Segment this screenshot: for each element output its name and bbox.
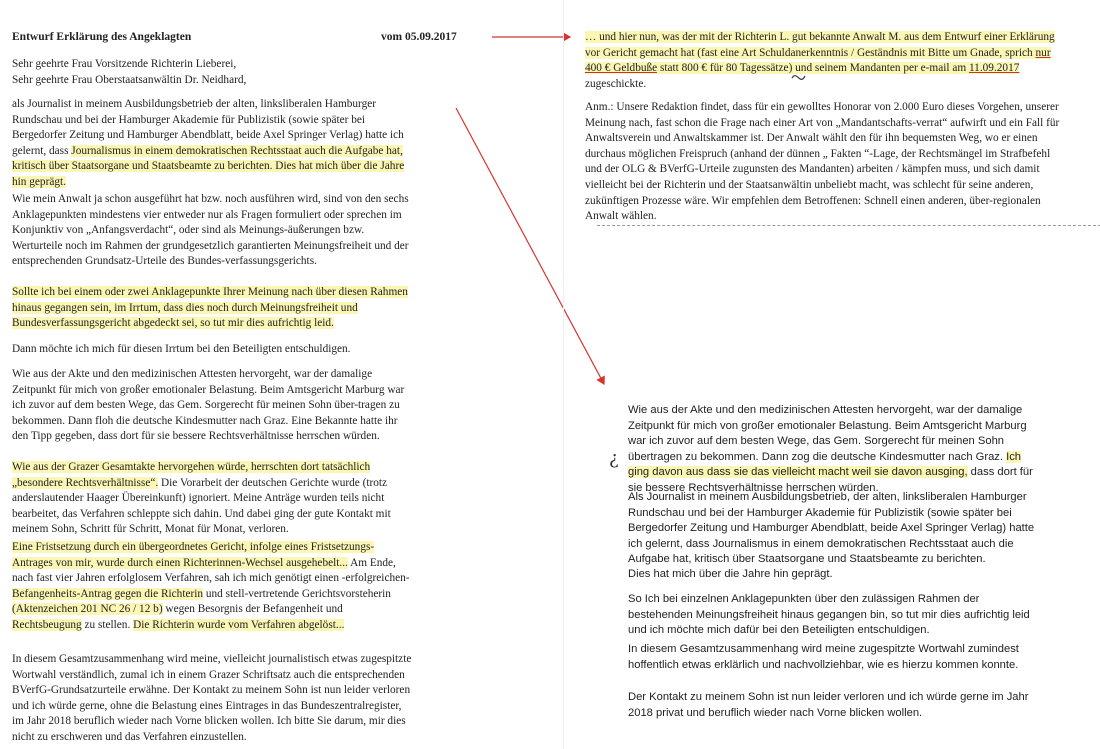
question-mark: ¿ (609, 448, 619, 469)
paragraph-journalist (12, 97, 414, 191)
paragraph-apology: Dann möchte ich mich für diesen Irrtum bei den Beteiligten entschuldigen. (12, 343, 351, 355)
p7-highlight-a: Eine Fristsetzung durch ein übergeordnetes Gericht, infolge eines Fristsetzungs-Antrages von mir, wurde durch einen Richterinnen-Wechsel ausgehebelt... (12, 541, 375, 569)
lawyer-paragraph-journalist: Als Journalist in meinem Ausbildungsbetrieb, der alten, linksliberalen Hamburger Rundschau und bei der Hamburger Akademie für Publizistik (sowie später bei Bergedorfer Zeitung und Hamburger Abendblatt, beide Axel Springer Verlag) hatte ich gelernt, dass Journalismus in einem demokratischen Rechtsstaat auch die Aufgabe hat, kritisch über Staatsorgane und Staatsbeamte zu berichten. (628, 491, 1035, 565)
document-title: Entwurf Erklärung des Angeklagten (12, 31, 192, 43)
p7-highlight-g: Rechtsbeugung (12, 618, 82, 631)
p7-text-d: und stell-vertretende Gerichtsvorsteherin (203, 587, 391, 600)
intro-highlight-a: … und hier nun, was der mit der Richterin L. gut bekannte Anwalt M. aus dem Entwurf einer Erklärung vor Gericht gemacht hat (fast eine Art Schuldanerkenntnis / Geständnis mit Bitte um Gnade, sprich (585, 31, 1055, 59)
p7-highlight-c: Befangenheits-Antrag gegen die Richterin (12, 587, 204, 600)
p7-highlight-i: Die Richterin wurde vom Verfahren abgelöst... (133, 618, 345, 631)
paragraph-graz (12, 460, 410, 538)
p1-highlight: Journalismus in einem demokratischen Rechtsstaat auch die Aufgabe hat, kritisch über Staatsorgane und Staatsbeamte zu berichten. Dies hat mich über die Jahre hin geprägt. (12, 144, 405, 188)
lawyer-paragraph-medical (628, 403, 1040, 496)
page-divider (563, 0, 564, 749)
p1-text: als Journalist in meinem Ausbildungsbetrieb der alten, linksliberalen Hamburger Rundschau und bei der Hamburger Akademie für Publizistik (sowie später bei Bergedorfer Zeitung und Hamburger Abendblatt, beide Axel Springer Verlag) hatte ich gelernt, dass (12, 98, 404, 157)
paragraph-apology-condition (12, 285, 412, 332)
paragraph-charges: Wie mein Anwalt ja schon ausgeführt hat bzw. noch ausführen wird, sind von den sechs Anklagepunkten mindestens vier entweder nur als Fragen formuliert oder sprechen im Konjunktiv von „Anfangsverdacht“, oder sind als Meinungs-äußerungen bzw. Werturteile noch im Rahmen der grundgesetzlich garantierten Meinungsfreiheit und der entsprechenden Grundsatz-Urteile des Bundes-verfassungsgerichts. (12, 193, 409, 268)
lawyer-paragraph-contact: Der Kontakt zu meinem Sohn ist nun leider verloren und ich würde gerne im Jahr 2018 privat und beruflich wieder nach Vorne blicken wollen. (628, 691, 1029, 719)
lawyer-version-page (565, 0, 1100, 749)
lawyer-paragraph-apology: So Ich bei einzelnen Anklagepunkten über den zulässigen Rahmen der bestehenden Meinungsfreiheit hinaus gegangen bin, so tut mir dies aufrichtig leid und ich möchte mich dafür bei den Beteiligten entschuldigen. (628, 593, 1030, 636)
salutation (12, 57, 452, 88)
editorial-note: Anm.: Unsere Redaktion findet, dass für ein gewolltes Honorar von 2.000 Euro dieses Vorgehen, unserer Meinung nach, fast schon die Frage nach einer Art von „Mandantschafts-verrat“ aufwirft und ein Fall für Anwaltsverein und Anwaltskammer ist. Der Anwalt wählt den für ihn bequemsten Weg, wo er einen durchaus möglichen Freispruch (anhand der dünnen „ Fakten “-Lage, der Rechtsmängel im Strafbefehl und der OLG & BVerfG-Urteile zugunsten des Mandanten) arbeiten / kämpfen muss, und sich damit vielleicht bei der Richterin und der Staatsanwältin unbeliebt macht, was schlecht für seine anderen, zukünftigen Prozesse wäre. Wir empfehlen dem Betroffenen: Schnell einen anderen, über-regionalen Anwalt wählen. (585, 101, 1060, 223)
salutation-prosecutor: Sehr geehrte Frau Oberstaatsanwältin Dr. Neidhard, (12, 73, 247, 86)
intro-fine-amount: nur 400 € Geldbuße (585, 46, 1051, 75)
lawyer-paragraph-wording: In diesem Gesamtzusammenhang wird meine zugespitzte Wortwahl zumindest hoffentlich etwas erklärlich und nachvollziehbar, wie es hierzu kommen konnte. (628, 643, 1019, 671)
document-date: vom 05.09.2017 (381, 31, 457, 43)
intro-paragraph (585, 30, 1065, 92)
dashed-divider (597, 225, 1100, 226)
p6-text: Die Vorarbeit der deutschen Gerichte wurde (trotz anderslautender Haager Übereinkunft) ignoriert. Meine Anträge wurden teils nicht bearbeitet, das Verfahren schleppte sich dahin. Und dabei ging der gute Kontakt mit meinem Sohn, Schritt für Schritt, Monat für Monat, verloren. (12, 476, 391, 536)
p7-text-f: wegen Besorgnis der Befangenheit und (162, 603, 343, 616)
intro-highlight-c: statt 800 € für 80 Tagessätze) und seinem Mandanten per e-mail am (657, 62, 969, 75)
p7-highlight-e: (Aktenzeichen 201 NC 26 / 12 b) (12, 603, 163, 616)
lawyer-paragraph-shaped: Dies hat mich über die Jahre hin geprägt. (628, 568, 833, 580)
s1-text-a: Wie aus der Akte und den medizinischen Attesten hervorgeht, war der damalige Zeitpunkt für mich von großer emotionaler Belastung. Beim Amtsgericht Marburg war ich zuvor auf dem besten Wege, das Gem. Sorgerecht für meinen Sohn übertragen zu bekommen. Dann zog die deutsche Kindesmutter nach Graz. (628, 404, 1027, 463)
p7-text-h: zu stellen. (81, 618, 134, 631)
s1-highlight: Ich ging davon aus dass sie das vielleicht macht weil sie davon ausging, (628, 450, 1022, 478)
p3-highlight: Sollte ich bei einem oder zwei Anklagepunkte Ihrer Meinung nach über diesen Rahmen hinaus gegangen sein, im Irrtum, dass dies noch durch Meinungsfreiheit und Bundesverfassungsgericht abgedeckt sei, so tut mir dies aufrichtig leid. (12, 286, 408, 330)
intro-email-date: 11.09.2017 (968, 62, 1020, 75)
paragraph-medical: Wie aus der Akte und den medizinischen Attesten hervorgeht, war der damalige Zeitpunkt für mich von großer emotionaler Belastung. Beim Amtsgericht Marburg war ich zuvor auf dem besten Wege, das Gem. Sorgerecht für meinen Sohn über-tragen zu bekommen. Dann floh die deutsche Kindesmutter nach Graz. Eine Bekannte hatte ihr den Tipp gegeben, dass dort für sie bessere Rechtsverhältnisse herrschen würden. (12, 368, 405, 443)
p7-text-b: Am Ende, nach fast vier Jahren erfolglosem Verfahren, sah ich mich genötigt einen -erfolgreichen- (12, 556, 410, 585)
paragraph-deadline (12, 540, 410, 634)
p6-highlight: Wie aus der Grazer Gesamtakte hervorgehen würde, herrschten dort tatsächlich „besondere Rechtsverhältnisse“. (12, 461, 371, 489)
salutation-judge: Sehr geehrte Frau Vorsitzende Richterin Lieberei, (12, 58, 237, 70)
paragraph-closing: In diesem Gesamtzusammenhang wird meine, vielleicht journalistisch etwas zugespitzte Wortwahl verständlich, zumal ich in einem Grazer Schriftsatz auch die entsprechenden BVerfG-Grundsatzurteile erwähne. Der Kontakt zu meinem Sohn ist nun leider verloren und ich würde gerne, ohne die Belastung eines Eintrages in das Bundeszentralregister, im Jahr 2018 beruflich wieder nach Vorne blicken wollen. Ich bitte Sie darum, mir dies nicht zu erschweren und das Verfahren einzustellen. (12, 653, 412, 743)
intro-text-d: zugeschickte. (585, 77, 647, 90)
s1-text-c: dass dort für sie bessere Rechtsverhältnisse herrschen würden. (628, 466, 1033, 494)
